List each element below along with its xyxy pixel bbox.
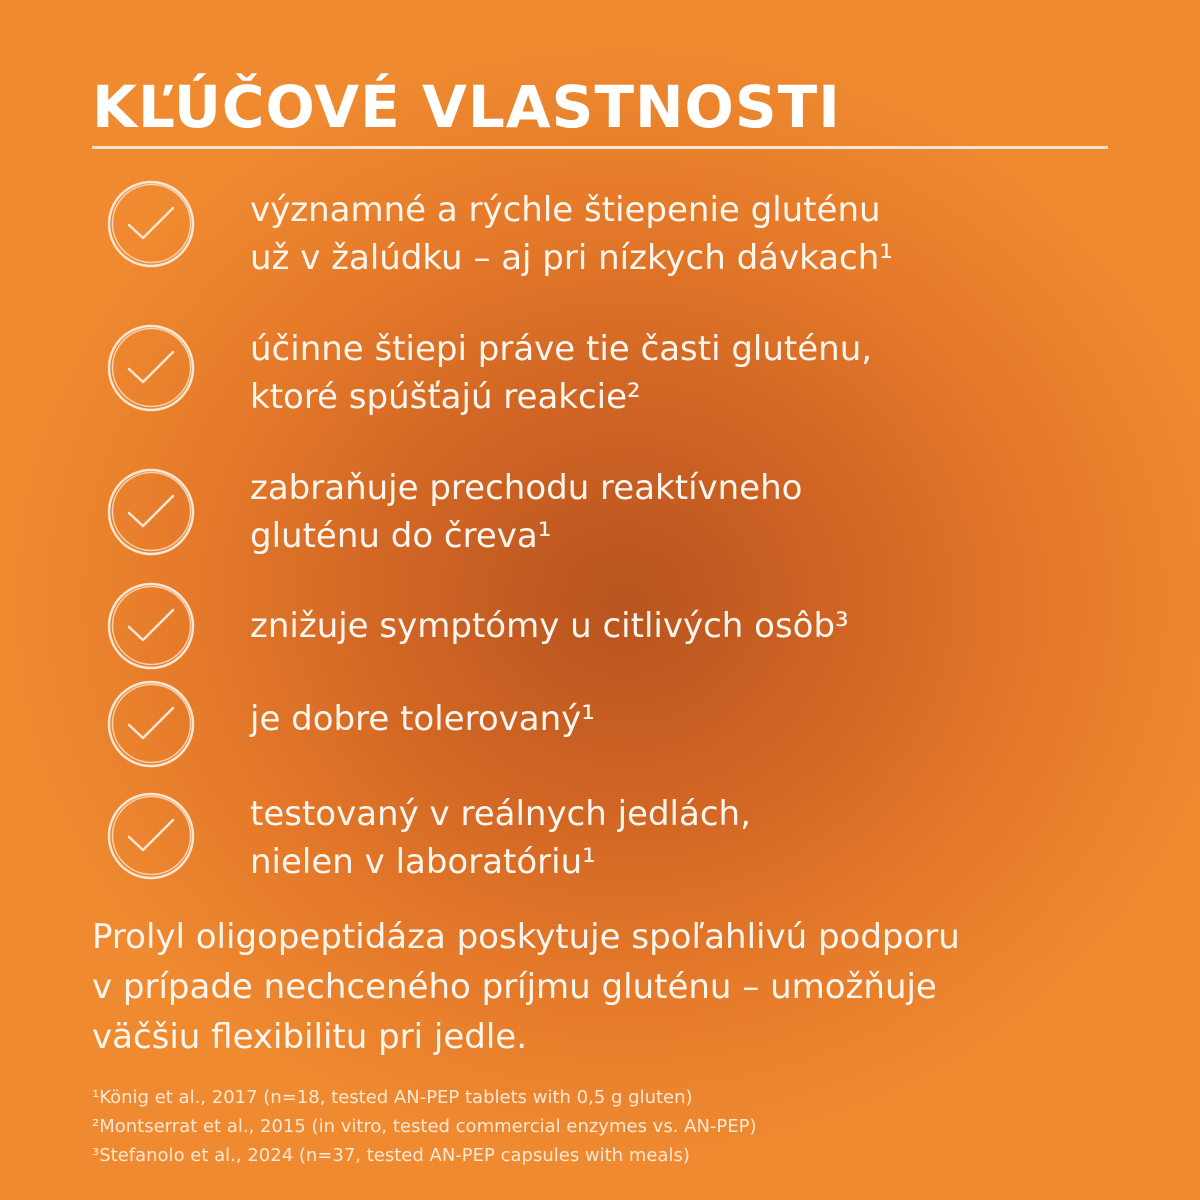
feature-line: ktoré spúšťajú reakcie² [250, 377, 641, 417]
feature-line: gluténu do čreva¹ [250, 516, 552, 556]
feature-line: účinne štiepi práve tie časti gluténu, [250, 329, 873, 369]
check-circle-icon [105, 466, 197, 558]
feature-item [250, 695, 1150, 743]
footnotes [92, 1083, 1152, 1170]
check-circle-icon [105, 178, 197, 270]
feature-line: už v žalúdku – aj pri nízkych dávkach¹ [250, 238, 893, 278]
feature-line: testovaný v reálnych jedlách, [250, 794, 751, 834]
title-divider [92, 146, 1108, 149]
check-circle-icon [105, 790, 197, 882]
summary-paragraph [92, 912, 1152, 1062]
feature-item [250, 325, 1150, 421]
footnote: ³Stefanolo et al., 2024 (n=37, tested AN-PEP capsules with meals) [92, 1145, 690, 1166]
summary-line: v prípade nechceného príjmu gluténu – umožňuje [92, 967, 937, 1007]
feature-line: znižuje symptómy u citlivých osôb³ [250, 606, 849, 646]
check-circle-icon [105, 322, 197, 414]
check-circle-icon [105, 678, 197, 770]
feature-item [250, 790, 1150, 886]
feature-item [250, 602, 1150, 650]
page-title: KĽÚČOVÉ VLASTNOSTI [92, 73, 841, 141]
check-circle-icon [105, 580, 197, 672]
feature-line: významné a rýchle štiepenie gluténu [250, 190, 881, 230]
summary-line: väčšiu flexibilitu pri jedle. [92, 1017, 528, 1057]
feature-line: nielen v laboratóriu¹ [250, 842, 596, 882]
footnote: ²Montserrat et al., 2015 (in vitro, tested commercial enzymes vs. AN-PEP) [92, 1116, 757, 1137]
footnote: ¹König et al., 2017 (n=18, tested AN-PEP tablets with 0,5 g gluten) [92, 1087, 693, 1108]
feature-line: je dobre tolerovaný¹ [250, 699, 595, 739]
summary-line: Prolyl oligopeptidáza poskytuje spoľahlivú podporu [92, 917, 960, 957]
feature-line: zabraňuje prechodu reaktívneho [250, 468, 803, 508]
feature-item [250, 464, 1150, 560]
feature-item [250, 186, 1150, 282]
